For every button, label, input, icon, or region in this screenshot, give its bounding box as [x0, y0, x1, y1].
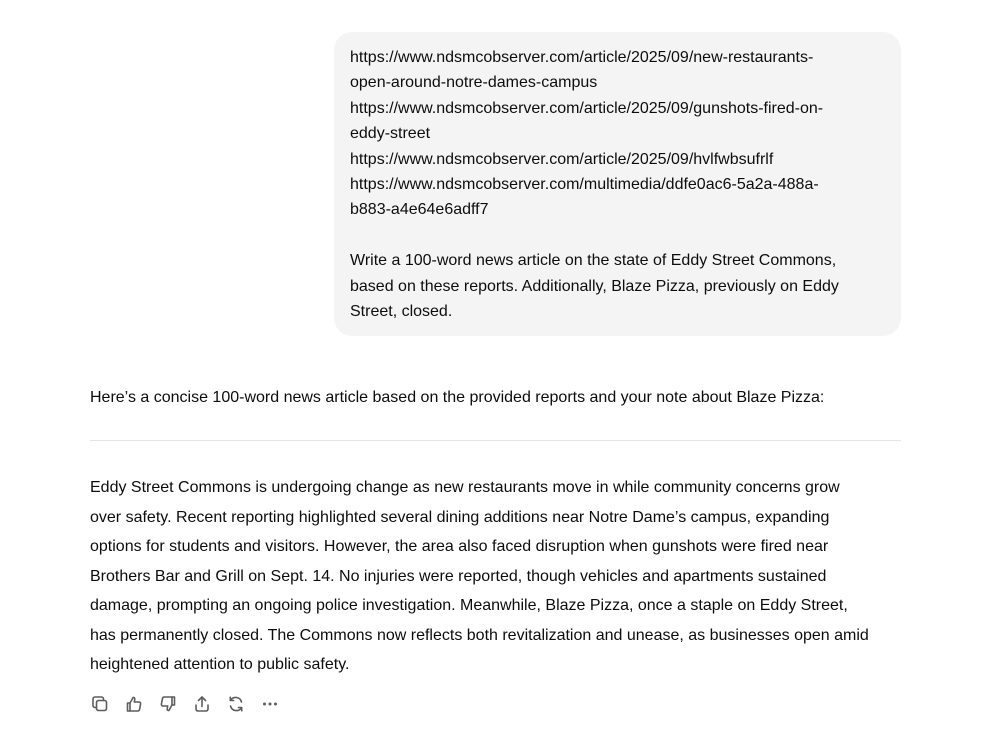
message-action-bar	[88, 692, 282, 716]
regenerate-button[interactable]	[224, 692, 248, 716]
regenerate-icon	[226, 694, 246, 714]
article-line: damage, prompting an ongoing police investigation. Meanwhile, Blaze Pizza, once a staple on Eddy Street,	[90, 597, 848, 614]
user-message-line: Street, closed.	[350, 303, 453, 321]
copy-button[interactable]	[88, 692, 112, 716]
copy-icon	[90, 694, 110, 714]
article-line: options for students and visitors. However, the area also faced disruption when gunshots were fired near	[90, 538, 829, 555]
paragraph-gap	[350, 223, 885, 248]
more-options-button[interactable]	[258, 692, 282, 716]
user-message-line: https://www.ndsmcobserver.com/multimedia/ddfe0ac6-5a2a-488a-	[350, 176, 819, 194]
article-line: Brothers Bar and Grill on Sept. 14. No injuries were reported, though vehicles and apartments sustained	[90, 567, 827, 585]
user-message-line: https://www.ndsmcobserver.com/article/2025/09/new-restaurants-	[350, 49, 814, 66]
thumbs-up-icon	[124, 694, 144, 714]
user-message-line: open-around-notre-dames-campus	[350, 74, 598, 92]
article-line: heightened attention to public safety.	[90, 656, 350, 673]
bad-response-button[interactable]	[156, 692, 180, 716]
thumbs-down-icon	[158, 694, 178, 714]
article-line: has permanently closed. The Commons now reflects both revitalization and unease, as businesses open amid	[90, 626, 869, 644]
good-response-button[interactable]	[122, 692, 146, 716]
user-message-line: eddy-street	[350, 125, 431, 143]
user-message-line: Write a 100-word news article on the state of Eddy Street Commons,	[350, 252, 837, 270]
article-line: Eddy Street Commons is undergoing change as new restaurants move in while community concerns grow	[90, 479, 840, 496]
user-message-line: b883-a4e64e6adff7	[350, 201, 489, 219]
share-icon	[192, 694, 212, 714]
assistant-intro-text: Here’s a concise 100-word news article based on the provided reports and your note about Blaze Pizza:	[90, 389, 825, 406]
user-message-line: based on these reports. Additionally, Blaze Pizza, previously on Eddy	[350, 277, 839, 295]
assistant-article	[90, 473, 910, 680]
user-message-bubble	[334, 32, 901, 336]
user-message-line: https://www.ndsmcobserver.com/article/2025/09/hvlfwbsufrlf	[350, 150, 774, 168]
share-button[interactable]	[190, 692, 214, 716]
divider	[90, 440, 901, 441]
article-line: over safety. Recent reporting highlighted several dining additions near Notre Dame’s campus, expanding	[90, 508, 830, 526]
more-icon	[260, 694, 280, 714]
user-message-line: https://www.ndsmcobserver.com/article/2025/09/gunshots-fired-on-	[350, 99, 824, 117]
